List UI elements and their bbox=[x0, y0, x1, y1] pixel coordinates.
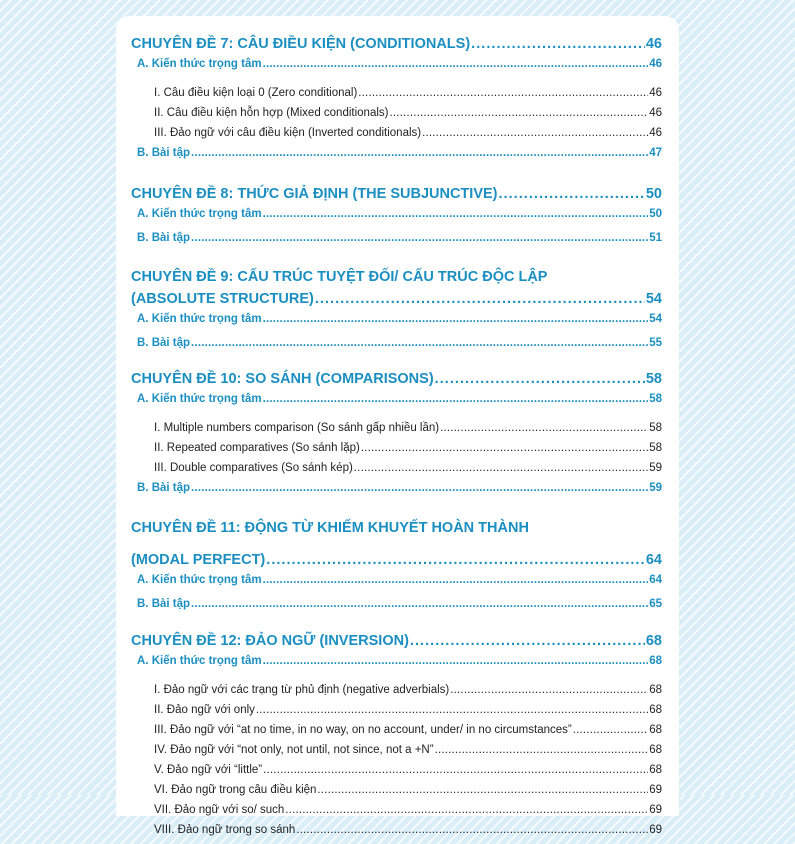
page-number: 46 bbox=[649, 107, 662, 119]
item-title: III. Đảo ngữ với “at no time, in no way, on no account, under/ in no circumstances” bbox=[154, 724, 572, 736]
item-title: I. Câu điều kiện loại 0 (Zero conditional) bbox=[154, 87, 358, 99]
page-number: 46 bbox=[649, 127, 662, 139]
item-title: VI. Đảo ngữ trong câu điều kiện bbox=[154, 784, 317, 796]
toc-item bbox=[131, 684, 662, 704]
item-title: I. Multiple numbers comparison (So sánh gấp nhiều lần) bbox=[154, 422, 440, 434]
page-number: 64 bbox=[645, 552, 662, 568]
book-page bbox=[116, 16, 679, 836]
dot-leader bbox=[263, 313, 649, 325]
item-title: II. Câu điều kiện hỗn hợp (Mixed conditionals) bbox=[154, 107, 389, 119]
section-title: A. Kiến thức trọng tâm bbox=[137, 393, 262, 405]
chapter-title-line: CHUYÊN ĐỀ 9: CẤU TRÚC TUYỆT ĐỐI/ CẤU TRÚC ĐỘC LẬP bbox=[131, 269, 548, 285]
page-number: 65 bbox=[649, 598, 662, 610]
dot-leader bbox=[263, 574, 649, 586]
section-title: B. Bài tập bbox=[137, 598, 191, 610]
item-title: I. Đảo ngữ với các trạng từ phủ định (negative adverbials) bbox=[154, 684, 450, 696]
page-number: 68 bbox=[649, 684, 662, 696]
dot-leader bbox=[263, 655, 649, 667]
page-number: 64 bbox=[649, 574, 662, 586]
page-number: 50 bbox=[645, 186, 662, 202]
chapter-heading bbox=[131, 291, 662, 313]
toc-item bbox=[131, 87, 662, 107]
page-number: 59 bbox=[649, 462, 662, 474]
section-title: B. Bài tập bbox=[137, 147, 191, 159]
item-title: VII. Đảo ngữ với so/ such bbox=[154, 804, 285, 816]
dot-leader bbox=[191, 232, 648, 244]
toc-item bbox=[131, 784, 662, 804]
item-title: VIII. Đảo ngữ trong so sánh bbox=[154, 824, 296, 836]
dot-leader bbox=[191, 482, 648, 494]
chapter-title: (ABSOLUTE STRUCTURE) bbox=[131, 291, 314, 307]
page-number: 50 bbox=[649, 208, 662, 220]
chapter-title: CHUYÊN ĐỀ 10: SO SÁNH (COMPARISONS) bbox=[131, 371, 434, 387]
item-title: II. Repeated comparatives (So sánh lặp) bbox=[154, 442, 360, 454]
page-number: 68 bbox=[649, 744, 662, 756]
page-number: 69 bbox=[649, 784, 662, 796]
dot-leader bbox=[191, 337, 648, 349]
page-number: 55 bbox=[649, 337, 662, 349]
dot-leader bbox=[450, 684, 648, 696]
chapter-heading bbox=[131, 36, 662, 58]
chapter-heading bbox=[131, 371, 662, 393]
toc-item bbox=[131, 824, 662, 844]
toc-item bbox=[131, 462, 662, 482]
section-heading bbox=[131, 482, 662, 506]
page-number: 58 bbox=[645, 371, 662, 387]
dot-leader bbox=[440, 422, 648, 434]
toc-item bbox=[131, 127, 662, 147]
dot-leader bbox=[285, 804, 648, 816]
page-number: 68 bbox=[649, 764, 662, 776]
section-heading bbox=[131, 58, 662, 82]
item-title: III. Double comparatives (So sánh kép) bbox=[154, 462, 353, 474]
dot-leader bbox=[263, 208, 649, 220]
dot-leader bbox=[435, 744, 649, 756]
section-title: A. Kiến thức trọng tâm bbox=[137, 655, 262, 667]
section-heading bbox=[131, 313, 662, 337]
dot-leader bbox=[263, 393, 649, 405]
page-number: 54 bbox=[649, 313, 662, 325]
toc-item bbox=[131, 744, 662, 764]
chapter-title: (MODAL PERFECT) bbox=[131, 552, 266, 568]
dot-leader bbox=[315, 291, 645, 307]
section-heading bbox=[131, 393, 662, 417]
toc-item bbox=[131, 764, 662, 784]
section-heading bbox=[131, 208, 662, 232]
page-number: 69 bbox=[649, 824, 662, 836]
dot-leader bbox=[191, 147, 648, 159]
section-heading bbox=[131, 598, 662, 622]
page-number: 58 bbox=[649, 393, 662, 405]
dot-leader bbox=[266, 552, 645, 568]
toc-item bbox=[131, 724, 662, 744]
toc-item bbox=[131, 442, 662, 462]
section-heading bbox=[131, 655, 662, 679]
page-number: 47 bbox=[649, 147, 662, 159]
dot-leader bbox=[263, 58, 649, 70]
dot-leader bbox=[435, 371, 645, 387]
chapter-title: CHUYÊN ĐỀ 12: ĐẢO NGỮ (INVERSION) bbox=[131, 633, 409, 649]
dot-leader bbox=[263, 764, 648, 776]
dot-leader bbox=[573, 724, 648, 736]
chapter-title: CHUYÊN ĐỀ 7: CÂU ĐIỀU KIỆN (CONDITIONALS) bbox=[131, 36, 471, 52]
table-of-contents bbox=[131, 36, 662, 844]
page-number: 58 bbox=[649, 442, 662, 454]
page-number: 58 bbox=[649, 422, 662, 434]
dot-leader bbox=[499, 186, 645, 202]
section-title: A. Kiến thức trọng tâm bbox=[137, 208, 262, 220]
section-title: B. Bài tập bbox=[137, 232, 191, 244]
chapter-title: CHUYÊN ĐỀ 8: THỨC GIẢ ĐỊNH (THE SUBJUNCTIVE) bbox=[131, 186, 498, 202]
section-heading bbox=[131, 337, 662, 361]
section-title: A. Kiến thức trọng tâm bbox=[137, 313, 262, 325]
chapter-heading bbox=[131, 552, 662, 574]
section-heading bbox=[131, 147, 662, 171]
page-number: 59 bbox=[649, 482, 662, 494]
item-title: II. Đảo ngữ với only bbox=[154, 704, 255, 716]
page-number: 68 bbox=[649, 655, 662, 667]
section-title: B. Bài tập bbox=[137, 482, 191, 494]
item-title: IV. Đảo ngữ với “not only, not until, not since, not a +N” bbox=[154, 744, 434, 756]
toc-item bbox=[131, 804, 662, 824]
page-number: 54 bbox=[645, 291, 662, 307]
chapter-heading bbox=[131, 186, 662, 208]
dot-leader bbox=[354, 462, 648, 474]
section-title: A. Kiến thức trọng tâm bbox=[137, 58, 262, 70]
section-title: B. Bài tập bbox=[137, 337, 191, 349]
item-title: V. Đảo ngữ với “little” bbox=[154, 764, 263, 776]
page-number: 68 bbox=[645, 633, 662, 649]
page-number: 51 bbox=[649, 232, 662, 244]
dot-leader bbox=[358, 87, 648, 99]
section-heading bbox=[131, 574, 662, 598]
dot-leader bbox=[410, 633, 645, 649]
page-number: 46 bbox=[645, 36, 662, 52]
dot-leader bbox=[422, 127, 648, 139]
dot-leader bbox=[361, 442, 648, 454]
toc-item bbox=[131, 422, 662, 442]
dot-leader bbox=[389, 107, 648, 119]
item-title: III. Đảo ngữ với câu điều kiện (Inverted conditionals) bbox=[154, 127, 422, 139]
page-number: 46 bbox=[649, 58, 662, 70]
chapter-title-line: CHUYÊN ĐỀ 11: ĐỘNG TỪ KHIẾM KHUYẾT HOÀN THÀNH bbox=[131, 520, 529, 536]
dot-leader bbox=[317, 784, 648, 796]
page-number: 68 bbox=[649, 724, 662, 736]
page-number: 46 bbox=[649, 87, 662, 99]
dot-leader bbox=[296, 824, 648, 836]
dot-leader bbox=[256, 704, 648, 716]
section-heading bbox=[131, 232, 662, 256]
section-title: A. Kiến thức trọng tâm bbox=[137, 574, 262, 586]
toc-item bbox=[131, 704, 662, 724]
page-number: 69 bbox=[649, 804, 662, 816]
toc-item bbox=[131, 107, 662, 127]
page-number: 68 bbox=[649, 704, 662, 716]
dot-leader bbox=[471, 36, 645, 52]
dot-leader bbox=[191, 598, 648, 610]
chapter-heading bbox=[131, 633, 662, 655]
